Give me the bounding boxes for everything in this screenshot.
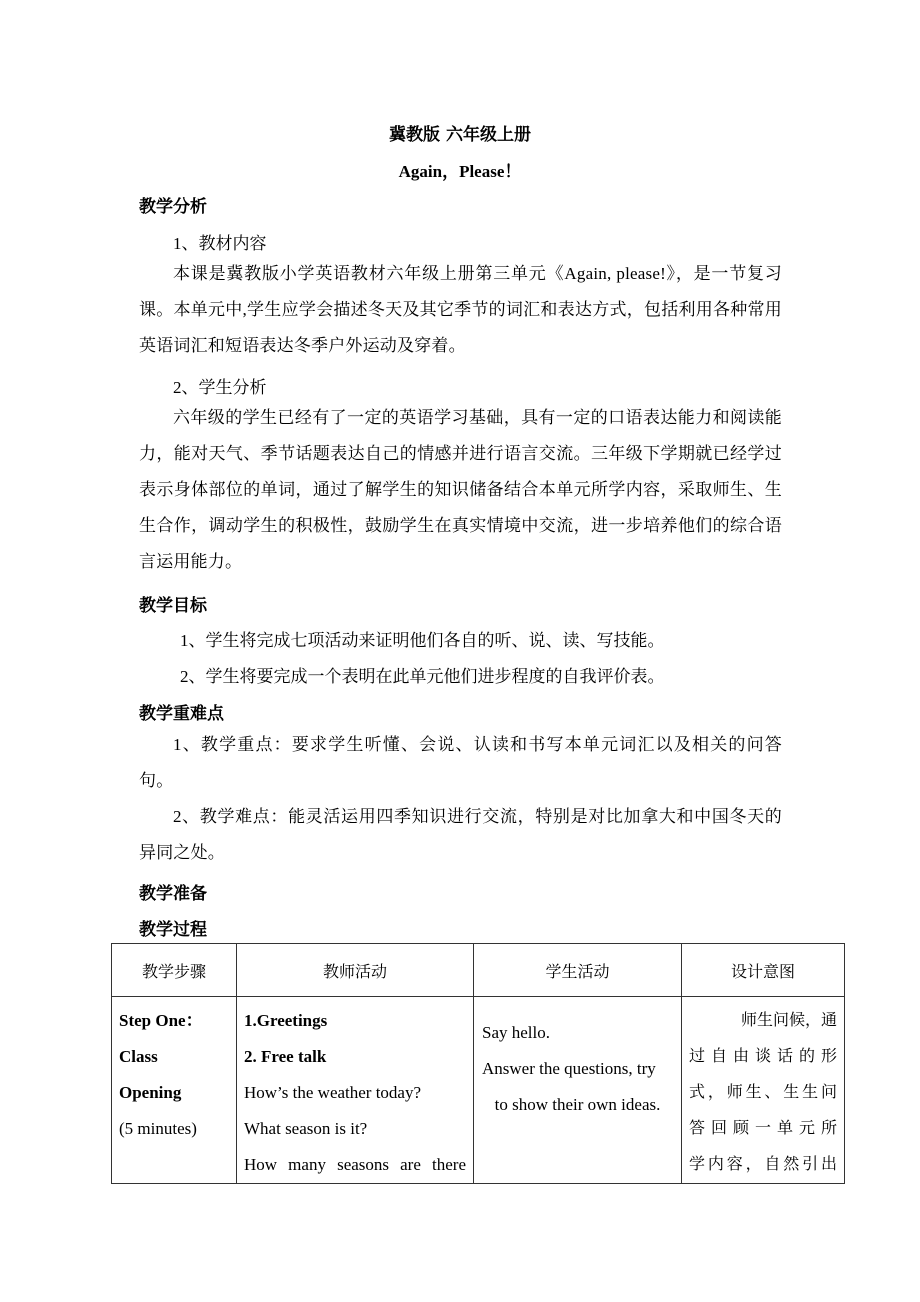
student-activity-line: Answer the questions, try — [482, 1059, 656, 1078]
section-heading-key-points: 教学重难点 — [139, 704, 224, 724]
teacher-activity-line: How many seasons are there — [244, 1155, 466, 1174]
design-intent-line: 过自由谈话的形 — [689, 1048, 837, 1065]
design-intent-line: 师生问候，通 — [740, 1012, 837, 1029]
table-row — [112, 997, 845, 1184]
analysis-item1-label: 1、教材内容 — [173, 234, 267, 253]
design-intent-cell — [682, 997, 845, 1184]
teacher-activity-cell — [237, 997, 474, 1184]
teacher-activity-heading: 2. Free talk — [244, 1047, 327, 1066]
document-subtitle: Again，Please！ — [398, 162, 522, 181]
teacher-activity-line: How’s the weather today? — [244, 1083, 422, 1102]
table-header-row — [112, 944, 845, 997]
analysis-item1-text: 本课是冀教版小学英语教材六年级上册第三单元《Again, please!》，是一节复习课。本单元中,学生应学会描述冬天及其它季节的词汇和表达方式，包括利用各种常用英语词汇和短语表达冬季户外运动及穿着。 — [139, 264, 782, 355]
step-line: Step One： — [119, 1011, 203, 1030]
header-student-activity: 学生活动 — [474, 944, 682, 997]
key-point-item-1: 1、教学重点：要求学生听懂、会说、认读和书写本单元词汇以及相关的问答句。 — [139, 735, 782, 790]
goal-item-2: 2、学生将要完成一个表明在此单元他们进步程度的自我评价表。 — [180, 667, 665, 686]
analysis-item2-label: 2、学生分析 — [173, 378, 267, 397]
document-title: 冀教版 六年级上册 — [389, 125, 531, 145]
process-table — [111, 943, 845, 1184]
design-intent-line: 答回顾一单元所 — [689, 1120, 837, 1137]
section-heading-process: 教学过程 — [139, 920, 207, 940]
analysis-item2-text: 六年级的学生已经有了一定的英语学习基础，具有一定的口语表达能力和阅读能力，能对天气、季节话题表达自己的情感并进行语言交流。三年级下学期就已经学过表示身体部位的单词，通过了解学生的知识储备结合本单元所学内容，采取师生、生生合作，调动学生的积极性，鼓励学生在真实情境中交流，进一步培养他们的综合语言运用能力。 — [139, 408, 782, 571]
student-activity-line: Say hello. — [482, 1023, 550, 1042]
section-heading-analysis: 教学分析 — [139, 197, 207, 217]
header-design-intent: 设计意图 — [682, 944, 845, 997]
student-activity-line: to show their own ideas. — [494, 1095, 661, 1114]
step-duration: (5 minutes) — [119, 1119, 197, 1138]
section-heading-preparation: 教学准备 — [139, 884, 207, 904]
header-step: 教学步骤 — [112, 944, 237, 997]
key-point-item-2: 2、教学难点：能灵活运用四季知识进行交流，特别是对比加拿大和中国冬天的异同之处。 — [139, 807, 782, 862]
header-teacher-activity: 教师活动 — [237, 944, 474, 997]
teacher-activity-heading: 1.Greetings — [244, 1011, 328, 1030]
design-intent-line: 式，师生、生生问 — [689, 1084, 837, 1101]
teacher-activity-line: What season is it? — [244, 1119, 368, 1138]
section-heading-goals: 教学目标 — [139, 596, 207, 616]
goal-item-1: 1、学生将完成七项活动来证明他们各自的听、说、读、写技能。 — [180, 631, 665, 650]
step-cell — [112, 997, 237, 1184]
student-activity-cell — [474, 997, 682, 1184]
step-line: Class — [119, 1047, 158, 1066]
design-intent-line: 学内容，自然引出 — [689, 1156, 837, 1173]
step-line: Opening — [119, 1083, 182, 1102]
